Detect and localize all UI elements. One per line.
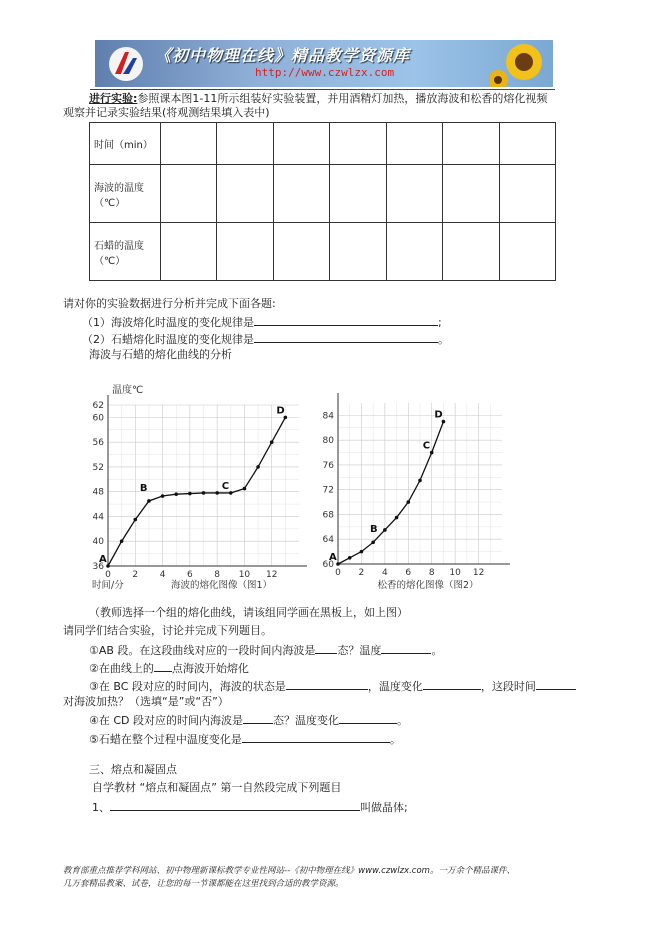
- table-row-shila: [90, 223, 556, 281]
- data-point: [430, 451, 434, 455]
- question-2-end: 。: [438, 333, 449, 346]
- data-point: [360, 550, 364, 554]
- chart-caption: 海波的熔化图像（图1）: [170, 580, 273, 591]
- item-text: 点海波开始熔化: [171, 662, 249, 675]
- item-text: ①AB 段。在这段曲线对应的一段时间内海波是: [89, 644, 316, 657]
- data-point: [348, 556, 352, 560]
- table-cell[interactable]: [386, 165, 442, 223]
- table-cell[interactable]: [217, 165, 273, 223]
- data-point: [147, 499, 151, 503]
- answer-blank[interactable]: [536, 678, 576, 690]
- row-header-text: 海波的温度: [94, 182, 144, 194]
- question-1: [82, 314, 442, 330]
- answer-blank[interactable]: [423, 678, 481, 690]
- y-tick-label: 68: [322, 510, 334, 521]
- logo-icon: [107, 44, 145, 84]
- y-tick-label: 72: [322, 485, 334, 496]
- answer-blank[interactable]: [315, 642, 337, 654]
- x-tick-label: 4: [381, 568, 388, 578]
- x-tick-label: 10: [238, 570, 251, 580]
- x-axis-label: 时间/分: [92, 580, 124, 591]
- row-header-unit: （℃）: [94, 197, 126, 209]
- section-heading: 三、熔点和凝固点: [89, 763, 177, 776]
- section-item-1: [92, 799, 408, 815]
- y-tick-label: 84: [322, 411, 334, 422]
- point-label-d: D: [276, 405, 285, 417]
- answer-blank[interactable]: [154, 660, 172, 672]
- answer-blank[interactable]: [110, 799, 360, 811]
- data-point: [256, 465, 260, 469]
- x-tick-label: 12: [472, 568, 485, 578]
- answer-blank[interactable]: [381, 642, 431, 654]
- table-row-haibo: [90, 165, 556, 223]
- answer-blank[interactable]: [286, 678, 368, 690]
- x-tick-label: 12: [265, 570, 278, 580]
- data-point: [243, 487, 247, 491]
- data-point: [133, 518, 137, 522]
- y-tick-label: 56: [92, 438, 104, 449]
- item-text: ⑤石蜡在整个过程中温度变化是: [89, 733, 242, 746]
- chart-songxiang: [316, 388, 520, 598]
- x-tick-label: 10: [449, 568, 461, 578]
- row-header-shila: [90, 223, 161, 281]
- discussion-item-5: [89, 731, 401, 747]
- discussion-item-3: [89, 678, 576, 694]
- row-header-time: 时间（min）: [90, 123, 161, 165]
- discussion-note: （教师选择一个组的熔化曲线，请该组同学画在黑板上，如上图）: [89, 606, 408, 619]
- experiment-label: 进行实验:: [89, 92, 138, 105]
- item-text: ，这段时间: [480, 680, 536, 693]
- table-cell[interactable]: [330, 223, 386, 281]
- item-text: ②在曲线上的: [89, 662, 154, 675]
- row-header-unit: （℃）: [94, 255, 126, 267]
- table-cell[interactable]: [386, 123, 442, 165]
- answer-blank[interactable]: [254, 314, 438, 326]
- item-text: ，温度变化: [367, 680, 423, 693]
- table-cell[interactable]: [443, 123, 499, 165]
- table-cell[interactable]: [499, 165, 555, 223]
- experiment-line-1: [89, 92, 547, 106]
- item-text: 1、: [92, 801, 110, 814]
- y-tick-label: 60: [92, 413, 104, 424]
- discussion-item-4: [89, 712, 408, 728]
- data-point: [215, 491, 219, 495]
- site-title: 《初中物理在线》精品教学资源库: [155, 46, 411, 65]
- data-point: [418, 479, 422, 483]
- experiment-line-2: 观察并记录实验结果(将观测结果填入表中): [63, 106, 270, 119]
- item-text: ③在 BC 段对应的时间内，海波的状态是: [89, 680, 286, 693]
- y-tick-label: 60: [322, 560, 334, 570]
- x-tick-label: 2: [132, 570, 139, 580]
- item-text: 。: [389, 733, 401, 746]
- item-text: ④在 CD 段对应的时间内海波是: [89, 714, 244, 727]
- table-cell[interactable]: [161, 123, 217, 165]
- data-point: [188, 492, 192, 496]
- answer-blank[interactable]: [339, 712, 397, 724]
- item-text: 叫做晶体;: [360, 801, 408, 814]
- table-cell[interactable]: [217, 223, 273, 281]
- section-subheading: 自学教材 “熔点和凝固点” 第一自然段完成下列题目: [92, 781, 342, 794]
- table-cell[interactable]: [443, 165, 499, 223]
- y-tick-label: 36: [92, 562, 104, 572]
- chart-caption: 松香的熔化图像（图2）: [377, 580, 479, 591]
- row-header-text: 石蜡的温度: [94, 240, 144, 252]
- table-cell[interactable]: [161, 165, 217, 223]
- analysis-heading: 海波与石蜡的熔化曲线的分析: [89, 348, 232, 361]
- data-point: [371, 541, 375, 545]
- data-point: [395, 516, 399, 520]
- point-label-d: D: [434, 409, 443, 421]
- chart-haibo: [86, 376, 316, 598]
- discussion-item-1: [89, 642, 442, 658]
- questions-intro: 请对你的实验数据进行分析并完成下面各题:: [63, 297, 276, 310]
- header-banner: [95, 40, 553, 87]
- table-cell[interactable]: [217, 123, 273, 165]
- point-label-b: B: [370, 524, 378, 536]
- item-text: 。: [397, 714, 409, 727]
- table-cell[interactable]: [330, 123, 386, 165]
- table-cell[interactable]: [499, 123, 555, 165]
- point-label-c: C: [422, 440, 431, 452]
- y-tick-label: 62: [92, 401, 104, 411]
- item-text: 态？温度: [337, 644, 382, 657]
- y-tick-label: 52: [92, 462, 104, 473]
- data-point: [383, 528, 387, 532]
- y-tick-label: 76: [322, 460, 334, 471]
- table-cell[interactable]: [499, 223, 555, 281]
- x-tick-label: 6: [186, 570, 193, 580]
- question-1-end: ;: [438, 316, 442, 329]
- sunflower-icon: [490, 40, 553, 87]
- row-header-haibo: [90, 165, 161, 223]
- point-label-b: B: [139, 482, 148, 494]
- x-tick-label: 8: [428, 568, 435, 578]
- table-cell[interactable]: [330, 165, 386, 223]
- data-point: [406, 500, 410, 504]
- answer-blank[interactable]: [243, 712, 273, 724]
- x-tick-label: 0: [105, 570, 111, 580]
- x-tick-label: 8: [214, 570, 221, 580]
- answer-blank[interactable]: [242, 731, 390, 743]
- data-point: [161, 494, 165, 498]
- y-tick-label: 80: [322, 436, 334, 447]
- experiment-text: 参照课本图1-11所示组装好实验装置，并用酒精灯加热，播放海波和松香的熔化视频: [137, 92, 548, 105]
- table-cell[interactable]: [386, 223, 442, 281]
- question-2-text: （2）石蜡熔化时温度的变化规律是: [82, 333, 254, 346]
- x-tick-label: 2: [358, 568, 365, 578]
- discussion-item-3-cont: 对海波加热？（选填“是”或“否”）: [63, 695, 229, 708]
- x-tick-label: 4: [159, 570, 166, 580]
- table-row-time: [90, 123, 556, 165]
- answer-blank[interactable]: [254, 331, 438, 343]
- footer-line-1: 教育部重点推荐学科网站、初中物理新课标教学专业性网站--《初中物理在线》www.czwlzx.com。一万余个精品课件、: [63, 866, 515, 876]
- y-tick-label: 44: [92, 512, 104, 523]
- data-point: [120, 539, 124, 543]
- table-cell[interactable]: [273, 165, 329, 223]
- question-2: [82, 331, 449, 347]
- x-tick-label: 0: [335, 568, 341, 578]
- header-rule: [90, 89, 555, 90]
- discussion-item-2: [89, 660, 249, 676]
- table-cell[interactable]: [161, 223, 217, 281]
- discussion-intro: 请同学们结合实验，讨论并完成下列题目。: [63, 624, 272, 637]
- site-url[interactable]: http://www.czwlzx.com: [255, 66, 395, 79]
- data-point: [229, 491, 233, 495]
- point-label-a: A: [99, 554, 107, 565]
- y-tick-label: 40: [92, 537, 104, 548]
- y-tick-label: 48: [92, 487, 104, 498]
- point-label-c: C: [221, 480, 230, 492]
- record-table: [89, 122, 556, 281]
- item-text: 。: [431, 644, 443, 657]
- question-1-text: （1）海波熔化时温度的变化规律是: [82, 316, 254, 329]
- y-axis-label: 温度℃: [112, 385, 144, 396]
- data-point: [174, 492, 178, 496]
- table-cell[interactable]: [273, 223, 329, 281]
- x-tick-label: 6: [405, 568, 412, 578]
- item-text: 态？温度变化: [273, 714, 340, 727]
- data-point: [202, 491, 206, 495]
- data-point: [270, 440, 274, 444]
- footer-line-2: 几万套精品教案、试卷，让您的每一节课都能在这里找到合适的教学资源。: [63, 879, 344, 889]
- y-tick-label: 64: [322, 535, 334, 546]
- table-cell[interactable]: [273, 123, 329, 165]
- point-label-a: A: [329, 552, 337, 563]
- table-cell[interactable]: [443, 223, 499, 281]
